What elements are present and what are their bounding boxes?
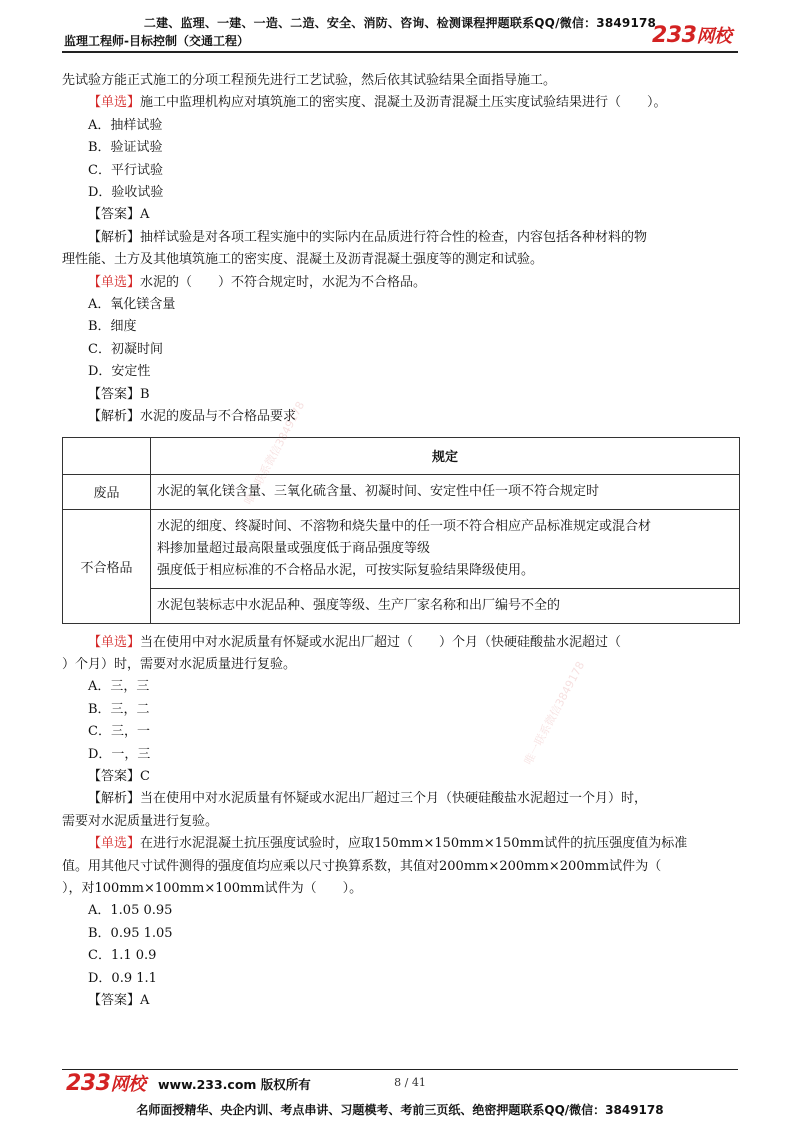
table-cell-line: 水泥的细度、终凝时间、不溶物和烧失量中的任一项不符合相应产品标准规定或混合材	[157, 518, 652, 534]
document-subtitle: 监理工程师-目标控制（交通工程）	[64, 34, 249, 48]
question-1	[62, 92, 740, 114]
option: C．平行试验	[88, 162, 163, 178]
analysis-continued: 需要对水泥质量进行复验。	[62, 813, 219, 829]
watermark: 唯一联系微信3849178	[521, 659, 588, 768]
question-text: 当在使用中对水泥质量有怀疑或水泥出厂超过（ ）个月（快硬硅酸盐水泥超过（	[140, 634, 622, 650]
question-text-continued: 值。用其他尺寸试件测得的强度值均应乘以尺寸换算系数，其值对200mm×200mm×200mm试件为（	[62, 858, 662, 874]
table-cell-line: 强度低于相应标准的不合格品水泥，可按实际复验结果降级使用。	[157, 562, 535, 578]
option: A．氧化镁含量	[88, 297, 176, 313]
table-row	[63, 509, 740, 588]
question-type-tag: 【单选】	[88, 634, 141, 650]
table-row	[63, 588, 740, 623]
question-4	[62, 833, 740, 855]
logo-number: 233	[652, 23, 697, 48]
question-type-tag: 【单选】	[88, 274, 141, 290]
question-type-tag: 【单选】	[88, 836, 141, 852]
option: A．1.05 0.95	[88, 903, 173, 919]
table-cell	[151, 509, 740, 588]
analysis-continued: 理性能、土方及其他填筑施工的密实度、混凝土及沥青混凝土强度等的测定和试验。	[62, 252, 544, 268]
table-header-cell	[63, 437, 151, 474]
intro-line: 先试验方能正式施工的分项工程预先进行工艺试验，然后依其试验结果全面指导施工。	[62, 73, 557, 88]
table-cell-line: 料掺加量超过最高限量或强度低于商品强度等级	[157, 540, 431, 556]
option: D．0.9 1.1	[88, 970, 157, 986]
option: C．初凝时间	[88, 341, 163, 357]
document-body	[62, 70, 740, 1012]
logo-number: 233	[66, 1071, 111, 1096]
table-cell: 水泥包装标志中水泥品种、强度等级、生产厂家名称和出厂编号不全的	[151, 588, 740, 623]
question-2	[62, 272, 740, 294]
option: C．三，一	[88, 724, 150, 740]
footer-logo	[66, 1070, 145, 1096]
header-divider	[62, 51, 738, 53]
question-text: 施工中监理机构应对填筑施工的密实度、混凝土及沥青混凝土压实度试验结果进行（ ）。	[140, 95, 667, 111]
page-number: 8 / 41	[394, 1076, 426, 1089]
table-cell: 废品	[63, 474, 151, 509]
option: B．验证试验	[88, 140, 163, 156]
header-contact-line: 二建、监理、一建、一造、二造、安全、消防、咨询、检测课程押题联系QQ/微信：3849178	[143, 16, 657, 30]
option: B．细度	[88, 319, 137, 335]
analysis: 【解析】水泥的废品与不合格品要求	[88, 409, 297, 425]
watermark: 唯一联系微信3849178	[241, 399, 308, 508]
table-row	[63, 474, 740, 509]
question-text: 在进行水泥混凝土抗压强度试验时，应取150mm×150mm×150mm试件的抗压强度值为标准	[140, 836, 688, 852]
option: A．三，三	[88, 679, 150, 695]
option: D．安定性	[88, 364, 151, 380]
analysis: 【解析】抽样试验是对各项工程实施中的实际内在品质进行符合性的检查，内容包括各种材料的物	[88, 229, 648, 245]
option: A．抽样试验	[88, 117, 163, 133]
question-text-continued: ）个月）时，需要对水泥质量进行复验。	[62, 656, 297, 672]
answer: 【答案】A	[88, 207, 150, 223]
answer: 【答案】C	[88, 768, 150, 784]
table-cell: 不合格品	[63, 509, 151, 623]
answer: 【答案】B	[88, 386, 150, 402]
question-3	[62, 632, 740, 654]
logo-text: 网校	[110, 1074, 146, 1095]
table-header-row	[63, 437, 740, 474]
header-logo	[652, 22, 731, 48]
analysis: 【解析】当在使用中对水泥质量有怀疑或水泥出厂超过三个月（快硬硅酸盐水泥超过一个月）时，	[88, 791, 648, 807]
question-text-continued: ），对100mm×100mm×100mm试件为（ ）。	[62, 880, 363, 896]
cement-requirements-table	[62, 437, 740, 624]
question-type-tag: 【单选】	[88, 95, 141, 111]
option: C．1.1 0.9	[88, 948, 157, 964]
footer-divider	[62, 1069, 738, 1070]
option: D．验收试验	[88, 185, 164, 201]
footer-copyright: www.233.com 版权所有	[158, 1077, 311, 1092]
question-text: 水泥的（ ）不符合规定时，水泥为不合格品。	[140, 274, 427, 290]
logo-text: 网校	[696, 26, 732, 47]
option: D．一，三	[88, 746, 151, 762]
table-header-cell: 规定	[151, 437, 740, 474]
option: B．三，二	[88, 701, 150, 717]
footer-contact-line: 名师面授精华、央企内训、考点串讲、习题模考、考前三页纸、绝密押题联系QQ/微信：3849178	[136, 1103, 664, 1117]
answer: 【答案】A	[88, 993, 150, 1008]
table-cell: 水泥的氧化镁含量、三氧化硫含量、初凝时间、安定性中任一项不符合规定时	[151, 474, 740, 509]
option: B．0.95 1.05	[88, 925, 173, 941]
